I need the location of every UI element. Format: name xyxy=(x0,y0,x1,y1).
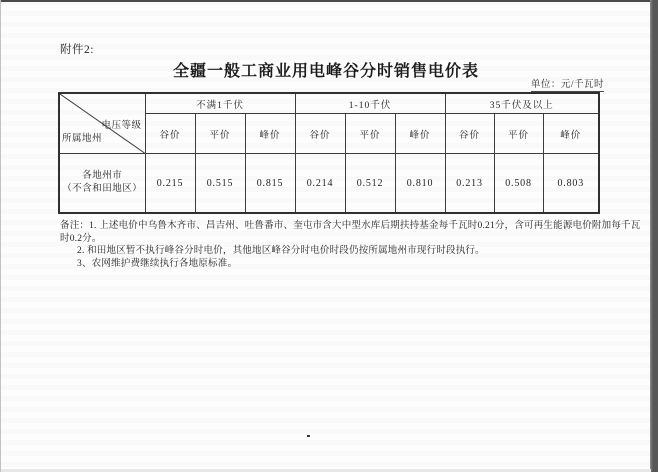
price-table xyxy=(58,92,600,214)
note-line-2: 时0.2分。 xyxy=(60,233,102,244)
scan-edge-top xyxy=(1,0,658,2)
price-valley-below1kv: 0.215 xyxy=(145,154,195,214)
col-header-valley-1: 谷价 xyxy=(145,114,195,154)
col-header-peak-3: 峰价 xyxy=(543,114,599,154)
price-flat-below1kv: 0.515 xyxy=(195,154,245,214)
notes-section xyxy=(60,220,641,270)
col-header-valley-2: 谷价 xyxy=(295,114,345,154)
note-line-3: 2. 和田地区暂不执行峰谷分时电价，其他地区峰谷分时电价时段仍按所属地州市现行时段执行。 xyxy=(77,246,485,257)
col-header-peak-2: 峰价 xyxy=(395,114,445,154)
group-header-below-1kv: 不满1千伏 xyxy=(145,93,295,114)
table-row xyxy=(59,154,599,214)
price-peak-below1kv: 0.815 xyxy=(245,154,295,214)
corner-label-region: 所属地州 xyxy=(62,134,103,144)
price-valley-35kv: 0.213 xyxy=(445,154,494,214)
col-header-flat-1: 平价 xyxy=(195,114,245,154)
scan-edge-right xyxy=(650,0,658,472)
group-header-1-10kv: 1-10千伏 xyxy=(295,93,445,114)
region-cell xyxy=(59,154,145,214)
price-peak-35kv: 0.803 xyxy=(543,154,599,214)
scan-speck xyxy=(307,435,310,437)
region-exclusion: （不含和田地区） xyxy=(62,184,143,194)
attachment-label: 附件2: xyxy=(60,44,94,56)
price-flat-35kv: 0.508 xyxy=(494,154,543,214)
corner-label-voltage: 电压等级 xyxy=(101,121,142,131)
col-header-flat-2: 平价 xyxy=(345,114,395,154)
corner-header-cell xyxy=(59,93,145,154)
note-line-4: 3、农网维护费继续执行各地原标准。 xyxy=(77,258,238,269)
price-valley-1-10kv: 0.214 xyxy=(295,154,345,214)
unit-label: 单位：元/千瓦时 xyxy=(531,76,604,92)
region-name: 各地州市 xyxy=(82,171,123,181)
col-header-flat-3: 平价 xyxy=(494,114,543,154)
group-header-35kv-up: 35千伏及以上 xyxy=(445,93,599,114)
document-title: 全疆一般工商业用电峰谷分时销售电价表 xyxy=(172,63,479,80)
price-peak-1-10kv: 0.810 xyxy=(395,154,445,214)
col-header-peak-1: 峰价 xyxy=(245,114,295,154)
col-header-valley-3: 谷价 xyxy=(445,114,494,154)
price-flat-1-10kv: 0.512 xyxy=(345,154,395,214)
note-line-1: 备注：1. 上述电价中乌鲁木齐市、昌吉州、吐鲁番市、奎屯市含大中型水库后期扶持基金每千瓦时0.21分，含可再生能源电价附加每千瓦 xyxy=(60,221,641,231)
